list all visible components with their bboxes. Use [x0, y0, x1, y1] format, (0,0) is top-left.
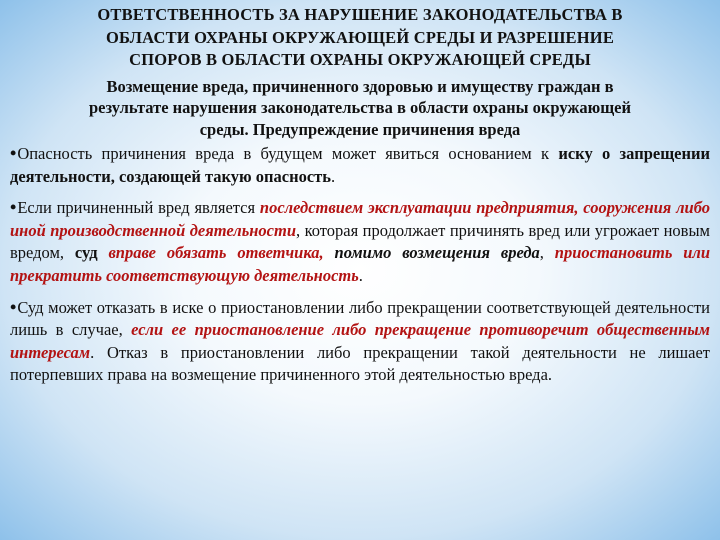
bullet-item-dangerous-activity [10, 142, 710, 188]
bullet-text: , [539, 243, 555, 263]
bullet-marker: • [10, 296, 17, 317]
bullet-emphasis: иску о запрещении деятельности, создающей такую опасность [10, 144, 710, 186]
bullet-text: Если причиненный вред является [17, 198, 260, 218]
bullet-item-court-refusal [10, 296, 710, 387]
subtitle-line: результате нарушения законодательства в области охраны окружающей [89, 98, 631, 117]
bullet-highlight: приостановить или прекратить соответствующую деятельность [10, 243, 711, 285]
bullet-emphasis: суд [74, 243, 98, 263]
bullet-marker: • [10, 197, 17, 218]
bullet-highlight: последствием эксплуатации предприятия, сооружения либо иной производственной деятельности [10, 198, 710, 240]
bullet-text [324, 243, 335, 262]
subtitle-line: Возмещение вреда, причиненного здоровью и имуществу граждан в [106, 76, 614, 96]
bullet-highlight: вправе обязать ответчика, [108, 243, 324, 263]
slide-title [0, 4, 720, 72]
bullet-highlight: если ее приостановление либо прекращение противоречит общественным интересам [10, 320, 710, 362]
bullet-marker: • [10, 143, 17, 163]
bullet-text: . [331, 166, 336, 186]
slide-subtitle [14, 76, 706, 141]
bullet-emphasis: помимо возмещения вреда [334, 243, 540, 263]
bullet-text: . Отказ в приостановлении либо прекращении такой деятельности не лишает потерпевших права на возмещение причиненного этой деятельностью вреда. [10, 342, 710, 385]
subtitle-line: среды. Предупреждение причинения вреда [199, 119, 521, 139]
bullet-text: Опасность причинения вреда в будущем может явиться основанием к [17, 144, 559, 163]
bullet-list [10, 142, 710, 387]
title-line: ОТВЕТСТВЕННОСТЬ ЗА НАРУШЕНИЕ ЗАКОНОДАТЕЛЬСТВА В [97, 5, 623, 24]
title-line: ОБЛАСТИ ОХРАНЫ ОКРУЖАЮЩЕЙ СРЕДЫ И РАЗРЕШЕНИЕ [105, 27, 615, 47]
bullet-text: . [358, 265, 363, 285]
title-line: СПОРОВ В ОБЛАСТИ ОХРАНЫ ОКРУЖАЮЩЕЙ СРЕДЫ [129, 50, 591, 69]
bullet-text: Суд может отказать в иске о приостановлении либо прекращении соответствующей деятельности лишь в случае, [10, 297, 710, 340]
bullet-item-harm-consequence [10, 196, 710, 287]
bullet-text: , которая продолжает причинять вред или угрожает новым вредом, [10, 220, 710, 263]
bullet-text [98, 243, 109, 262]
